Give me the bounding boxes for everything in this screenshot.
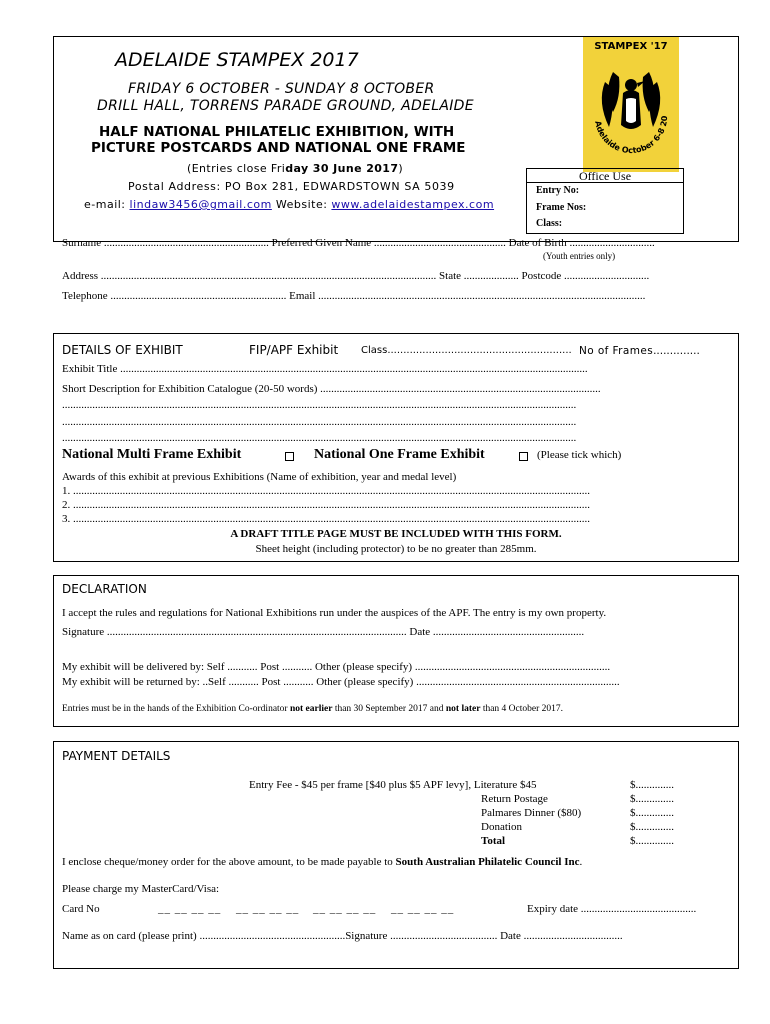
- declaration-heading: DECLARATION: [62, 582, 147, 596]
- cheque-text-a: I enclose cheque/money order for the above amount, to be made payable to: [62, 856, 393, 868]
- class-label: Class:: [536, 218, 563, 229]
- surname-line[interactable]: Surname ............................................................ Preferred Given Name ................................................ Date of Birth ...............................: [62, 237, 655, 249]
- email-link[interactable]: lindaw3456@gmail.com: [129, 198, 272, 211]
- logo-top-text: STAMPEX '17: [594, 41, 668, 52]
- cheque-text: [62, 856, 582, 868]
- draft-title-notice: A DRAFT TITLE PAGE MUST BE INCLUDED WITH THIS FORM.: [230, 528, 562, 540]
- returned-by-line[interactable]: My exhibit will be returned by: ..Self ........... Post ........... Other (please specify) ..........................................................................: [62, 676, 620, 688]
- return-postage-amount[interactable]: $..............: [630, 793, 674, 805]
- description-blank-2[interactable]: ...........................................................................................................................................................................................: [62, 416, 577, 428]
- stampex-logo: [583, 37, 679, 172]
- awards-label: Awards of this exhibit at previous Exhibitions (Name of exhibition, year and medal level): [62, 471, 457, 483]
- not-later: not later: [445, 704, 481, 714]
- website-label: Website:: [275, 198, 328, 211]
- email-label: e-mail:: [84, 198, 126, 211]
- declaration-signature-line[interactable]: Signature ............................................................................................................. Date .......................................................: [62, 626, 585, 638]
- charge-card-label: Please charge my MasterCard/Visa:: [62, 883, 220, 895]
- entries-deadline-a: Entries must be in the hands of the Exhibition Co-ordinator: [62, 704, 288, 714]
- class-field-label: Class: [361, 345, 388, 356]
- stampex-logo-art: [583, 37, 679, 172]
- event-title: ADELAIDE STAMPEX 2017: [115, 49, 359, 71]
- frames-field-dots: ..............: [653, 345, 700, 357]
- return-postage-label: Return Postage: [481, 793, 548, 805]
- event-venue: DRILL HALL, TORRENS PARADE GROUND, ADELAIDE: [97, 98, 474, 114]
- postal-address: Postal Address: PO Box 281, EDWARDSTOWN SA 5039: [128, 180, 455, 193]
- expiry-date-line[interactable]: Expiry date ..........................................: [527, 903, 697, 915]
- class-field[interactable]: [361, 345, 572, 356]
- entries-deadline-b: than 30 September 2017 and: [334, 704, 444, 714]
- total-label: Total: [481, 835, 506, 847]
- accept-rules-text: I accept the rules and regulations for National Exhibitions run under the auspices of the APF. The entry is my own property.: [62, 607, 607, 619]
- subtitle-line-2: PICTURE POSTCARDS AND NATIONAL ONE FRAME: [91, 140, 466, 156]
- payment-heading: PAYMENT DETAILS: [62, 749, 171, 763]
- entries-deadline-c: than 4 October 2017.: [482, 704, 564, 714]
- exhibit-title-line[interactable]: Exhibit Title ..........................................................................................................................................................................: [62, 363, 588, 375]
- entry-fee-label: Entry Fee - $45 per frame [$40 plus $5 APF levy], Literature $45: [249, 779, 537, 791]
- office-use-divider: [526, 182, 684, 183]
- fip-label: FIP/APF Exhibit: [249, 343, 339, 357]
- card-no-label: Card No: [62, 903, 100, 915]
- card-group-4[interactable]: __ __ __ __: [391, 903, 455, 915]
- contact-line: [84, 198, 494, 211]
- tick-note: (Please tick which): [537, 449, 622, 461]
- cheque-text-end: .: [579, 856, 583, 868]
- event-dates: FRIDAY 6 OCTOBER - SUNDAY 8 OCTOBER: [128, 81, 435, 97]
- donation-label: Donation: [481, 821, 522, 833]
- description-blank-1[interactable]: ...........................................................................................................................................................................................: [62, 399, 577, 411]
- exhibit-heading: DETAILS OF EXHIBIT: [62, 343, 183, 357]
- frames-field-label: No of Frames: [579, 345, 654, 357]
- entries-deadline: [62, 704, 563, 714]
- frames-field[interactable]: [579, 345, 700, 357]
- website-link[interactable]: www.adelaidestampex.com: [331, 198, 495, 211]
- multi-frame-checkbox[interactable]: [285, 452, 294, 461]
- entries-close-date: day 30 June 2017: [285, 162, 399, 175]
- award-line-1[interactable]: 1. ............................................................................................................................................................................................: [62, 485, 590, 497]
- office-use-title: Office Use: [578, 169, 632, 183]
- youth-note: (Youth entries only): [543, 251, 616, 261]
- description-blank-3[interactable]: ...........................................................................................................................................................................................: [62, 432, 577, 444]
- card-name-signature-line[interactable]: Name as on card (please print) .....................................................Signature ....................................... Date ....................................: [62, 930, 623, 942]
- class-field-dots: ..........................................................: [387, 345, 572, 356]
- award-line-2[interactable]: 2. ............................................................................................................................................................................................: [62, 499, 590, 511]
- entry-fee-amount[interactable]: $..............: [630, 779, 674, 791]
- entry-no-label: Entry No:: [536, 185, 580, 196]
- entries-close: [187, 162, 403, 175]
- subtitle-line-1: HALF NATIONAL PHILATELIC EXHIBITION, WITH: [99, 124, 455, 140]
- total-amount[interactable]: $..............: [630, 835, 674, 847]
- frame-nos-label: Frame Nos:: [536, 202, 587, 213]
- one-frame-option: National One Frame Exhibit: [314, 447, 485, 462]
- card-group-3[interactable]: __ __ __ __: [313, 903, 377, 915]
- address-line[interactable]: Address .......................................................................................................................... State .................... Postcode ...............................: [62, 270, 650, 282]
- multi-frame-option: National Multi Frame Exhibit: [62, 447, 242, 462]
- sheet-height-note: Sheet height (including protector) to be no greater than 285mm.: [255, 543, 537, 555]
- not-earlier: not earlier: [289, 704, 333, 714]
- logo-ring-text: Adelaide October 6-8 20: [593, 115, 670, 156]
- palmares-dinner-label: Palmares Dinner ($80): [481, 807, 582, 819]
- palmares-dinner-amount[interactable]: $..............: [630, 807, 674, 819]
- cheque-payee: South Australian Philatelic Council Inc: [395, 856, 580, 868]
- card-group-1[interactable]: __ __ __ __: [158, 903, 222, 915]
- one-frame-checkbox[interactable]: [519, 452, 528, 461]
- entries-close-suffix: ): [398, 162, 404, 175]
- award-line-3[interactable]: 3. ............................................................................................................................................................................................: [62, 513, 590, 525]
- delivered-by-line[interactable]: My exhibit will be delivered by: Self ........... Post ........... Other (please specify) .......................................................................: [62, 661, 611, 673]
- telephone-line[interactable]: Telephone ................................................................ Email .......................................................................................................................: [62, 290, 646, 302]
- donation-amount[interactable]: $..............: [630, 821, 674, 833]
- short-description-line[interactable]: Short Description for Exhibition Catalogue (20-50 words) ......................................................................................................: [62, 383, 601, 395]
- entries-close-prefix: (Entries close Fri: [187, 162, 286, 175]
- card-group-2[interactable]: __ __ __ __: [236, 903, 300, 915]
